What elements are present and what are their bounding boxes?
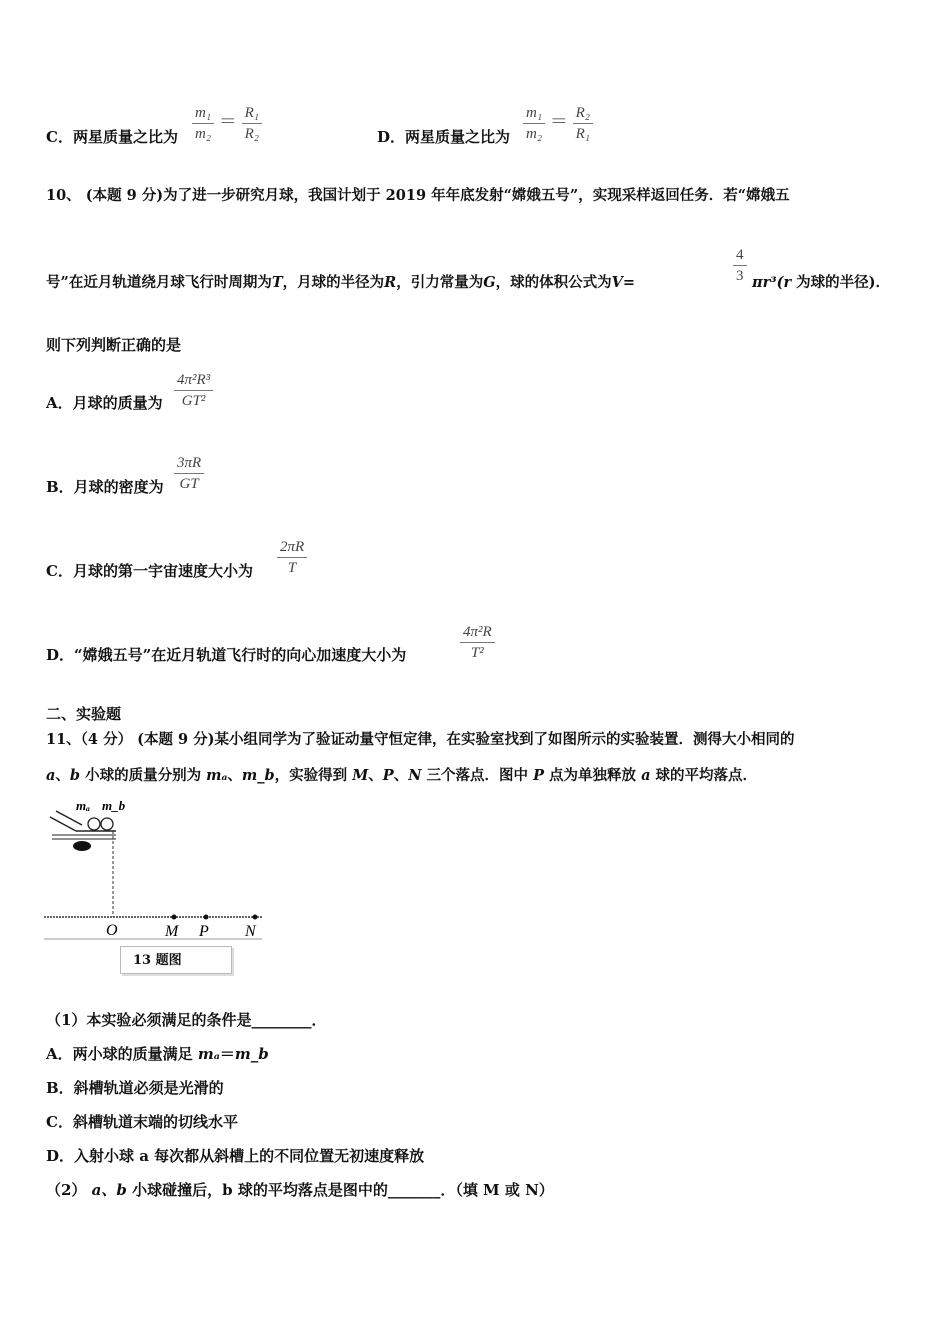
q10-option-a-formula: $\frac{\text{4π²R³}}{\text{GT²}}$ [174, 370, 213, 411]
q9-option-d [377, 127, 510, 147]
q10-option-d-label: D．“嫦娥五号”在近月轨道飞行时的向心加速度大小为 [46, 646, 407, 664]
experiment-diagram [44, 795, 266, 945]
label-m: M [165, 923, 179, 940]
q10-stem-line1: 10、 (本题 9 分)为了进一步研究月球，我国计划于 2019 年年底发射“嫦娥五号”，实现采样返回任务．若“嫦娥五 [46, 187, 790, 204]
fraction: $\frac{\text{R₁}}{\text{R₂}}$ [242, 103, 262, 144]
q11-sub2: （2） a、b 小球碰撞后，b 球的平均落点是图中的_______．（填 M 或 N） [46, 1181, 554, 1199]
fraction: $\frac{\text{m₁}}{\text{m₂}}$ [523, 103, 545, 144]
label-n: N [245, 923, 256, 940]
q9-option-d-formula [523, 103, 593, 144]
q10-option-b-label: B．月球的密度为 [46, 478, 164, 496]
ball-b [101, 818, 113, 830]
section-title: 二、实验题 [46, 705, 122, 723]
label-ma: mₐ [76, 798, 91, 813]
q10-prompt: 则下列判断正确的是 [46, 336, 182, 354]
q11-sub1: （1）本实验必须满足的条件是________． [46, 1011, 327, 1029]
clamp-icon [73, 841, 91, 851]
q10-volume-tail: πr³(r 为球的半径)． [752, 274, 891, 291]
q11-stem-line1: 11、（4 分） (本题 9 分)某小组同学为了验证动量守恒定律，在实验室找到了如图所示的实验装置．测得大小相同的 [46, 731, 795, 748]
q11-option-a: A．两小球的质量满足 mₐ＝m_b [46, 1045, 269, 1063]
q10-option-c-label: C．月球的第一宇宙速度大小为 [46, 562, 253, 580]
equals-sign: ＝ [549, 111, 568, 132]
q10-stem-line2: 号”在近月轨道绕月球飞行时周期为T，月球的半径为R，引力常量为G，球的体积公式为V= [46, 274, 635, 291]
q10-option-a-label: A．月球的质量为 [46, 394, 163, 412]
q9-option-c-formula [192, 103, 262, 144]
point-m [172, 915, 177, 920]
point-p [204, 915, 209, 920]
label-p: P [199, 923, 209, 940]
q11-option-c: C．斜槽轨道末端的切线水平 [46, 1113, 238, 1131]
label-o: O [106, 922, 118, 939]
q9-option-d-label: D．两星质量之比为 [377, 128, 511, 146]
label-mb: m_b [102, 798, 126, 813]
ball-a [88, 818, 100, 830]
equals-sign: ＝ [218, 111, 237, 132]
fraction: $\frac{\text{m₁}}{\text{m₂}}$ [192, 103, 214, 144]
q9-option-c [46, 127, 178, 147]
q10-option-d-formula: $\frac{\text{4π²R}}{\text{T²}}$ [460, 622, 495, 663]
figure-caption: 13 题图 [120, 946, 232, 974]
q11-option-d: D．入射小球 a 每次都从斜槽上的不同位置无初速度释放 [46, 1147, 425, 1165]
point-n [253, 915, 258, 920]
volume-fraction: $\frac{4}{3}$ [733, 245, 747, 286]
q11-option-b: B．斜槽轨道必须是光滑的 [46, 1079, 224, 1097]
fraction: $\frac{\text{R₂}}{\text{R₁}}$ [573, 103, 593, 144]
q10-option-c-formula: $\frac{2\pi R}{T}$ [277, 537, 307, 578]
q11-stem-line2: a、b 小球的质量分别为 mₐ、m_b，实验得到 M、P、N 三个落点．图中 P 点为单独释放 a 球的平均落点． [46, 767, 758, 784]
q10-option-b-formula: $\frac{3\pi R}{GT}$ [174, 453, 204, 494]
q9-option-c-label: C．两星质量之比为 [46, 128, 178, 146]
